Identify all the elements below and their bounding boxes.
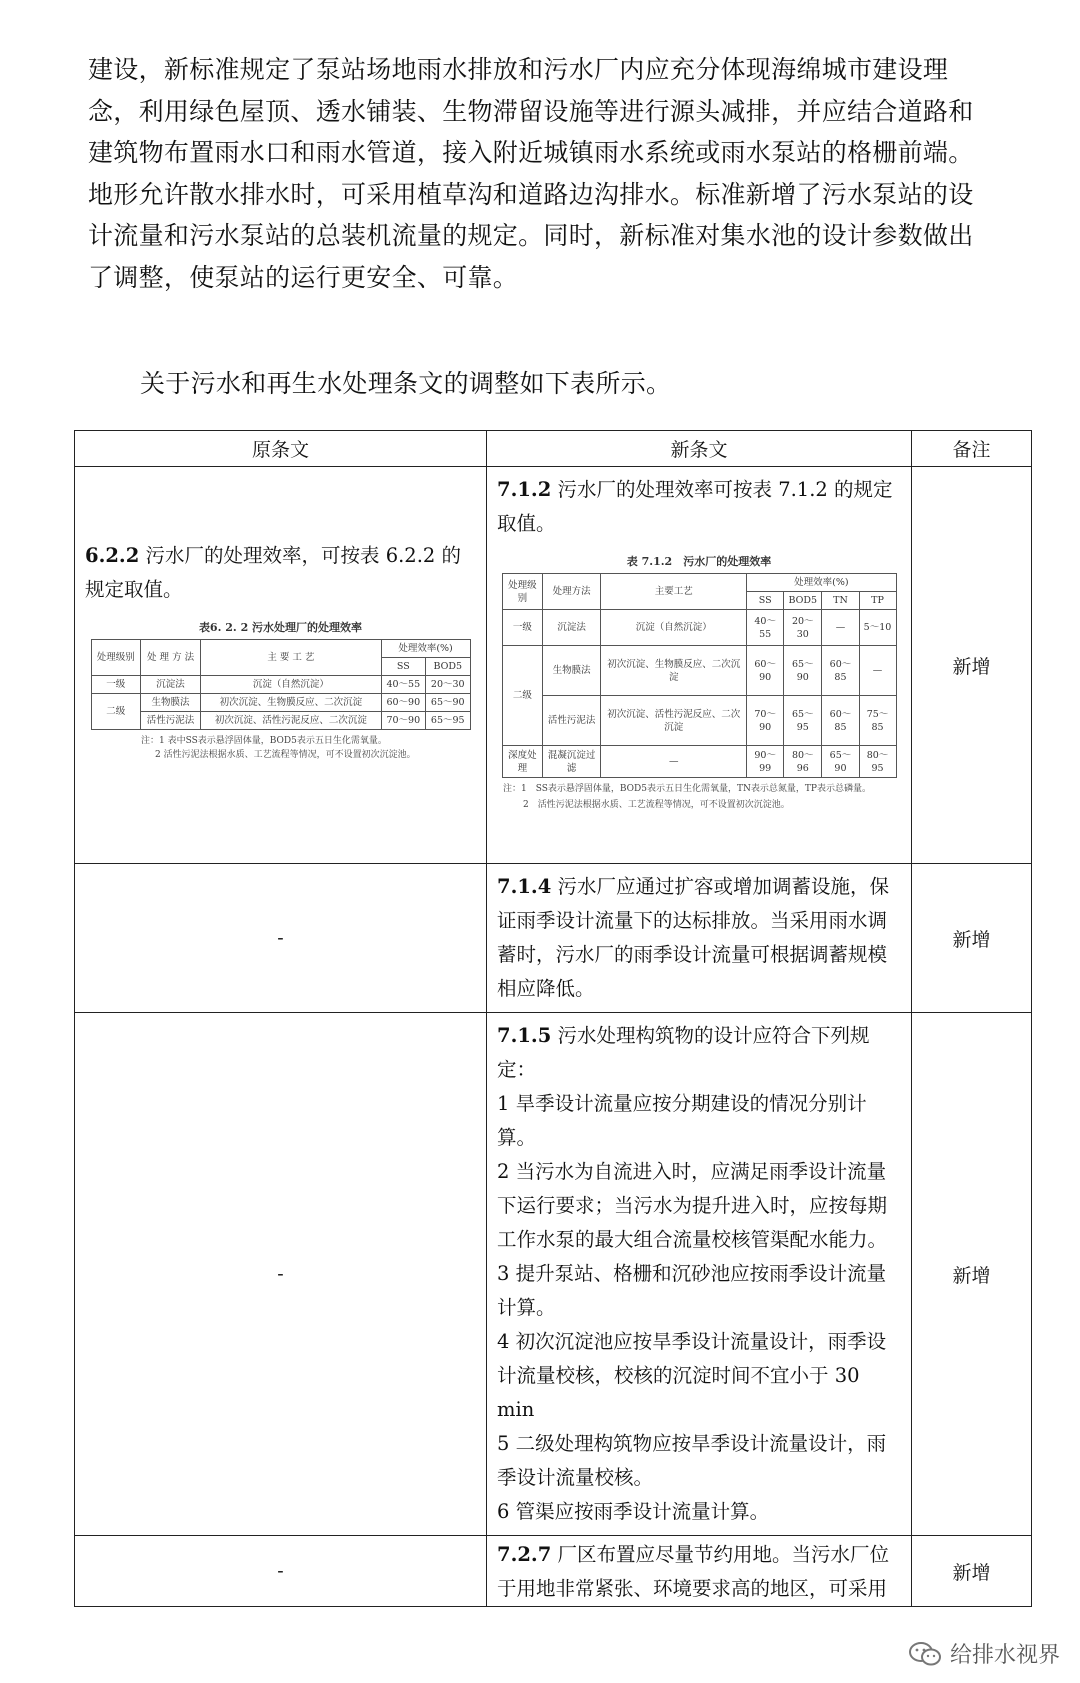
- intro-paragraph: [88, 49, 1028, 298]
- new-clause-cell: [487, 467, 912, 864]
- new-clause-cell: [487, 864, 912, 1013]
- scan-table-title: 表 7.1.2 污水厂的处理效率: [626, 555, 772, 568]
- scan-cell: 5～10: [859, 610, 896, 646]
- scan-cell: 主 要 工 艺: [201, 640, 381, 676]
- scan-cell: SS: [381, 658, 425, 676]
- paragraph-line: 念，利用绿色屋顶、透水铺装、生物滞留设施等进行源头减排，并应结合道路和: [88, 96, 974, 126]
- scan-cell: 65～90: [426, 694, 470, 712]
- old-clause-text: [75, 467, 486, 613]
- old-clause-cell: [75, 467, 487, 864]
- new-clause-text: [487, 1013, 911, 1535]
- wechat-icon: [908, 1641, 942, 1667]
- scan-cell: —: [601, 746, 747, 778]
- clause-item: 4 初次沉淀池应按旱季设计流量设计，雨季设计流量校核，校核的沉淀时间不宜小于 30 min: [497, 1330, 887, 1421]
- scan-cell: 80～95: [859, 746, 896, 778]
- paragraph-line: 地形允许散水排水时，可采用植草沟和道路边沟排水。标准新增了污水泵站的设: [88, 179, 974, 209]
- scan-cell: 60～85: [822, 696, 859, 746]
- scan-cell: 75～85: [859, 696, 896, 746]
- scan-cell: 40～55: [381, 676, 425, 694]
- new-clause-text: [487, 1536, 911, 1606]
- clause-item: 5 二级处理构筑物应按旱季设计流量设计，雨季设计流量校核。: [497, 1432, 887, 1489]
- scan-cell: BOD5: [426, 658, 470, 676]
- scan-cell: 一级: [91, 676, 140, 694]
- scan-cell: 沉淀（自然沉淀）: [201, 676, 381, 694]
- scan-table: [502, 573, 897, 778]
- scan-cell: 一级: [502, 610, 543, 646]
- scan-note: 注：1 表中SS表示悬浮固体量，BOD5表示五日生化需氧量。: [141, 736, 387, 746]
- scan-cell: 处 理 方 法: [140, 640, 200, 676]
- scan-table: [91, 639, 471, 730]
- scan-cell: 65～90: [822, 746, 859, 778]
- scan-cell: 初次沉淀、活性污泥反应、二次沉淀: [201, 712, 381, 730]
- table-row: [75, 1536, 1032, 1607]
- clause-text: 厂区布置应尽量节约用地。当污水厂位于用地非常紧张、环境要求高的地区，可采用: [497, 1543, 889, 1600]
- scan-cell: 80～96: [784, 746, 822, 778]
- note-cell: 新增: [912, 467, 1032, 864]
- scan-cell: 60～90: [747, 646, 784, 696]
- clause-number: 6.2.2: [85, 544, 140, 567]
- scan-cell: 处理效率(%): [747, 574, 896, 592]
- scan-cell: 主要工艺: [601, 574, 747, 610]
- scan-cell: 65～95: [426, 712, 470, 730]
- scan-cell: 65～95: [784, 696, 822, 746]
- scan-cell: —: [822, 610, 859, 646]
- scan-cell: 40～55: [747, 610, 784, 646]
- old-clause-empty: -: [75, 864, 487, 1013]
- new-efficiency-table-image: [493, 553, 905, 812]
- scan-cell: 65～90: [784, 646, 822, 696]
- scan-cell: 混凝沉淀过滤: [543, 746, 601, 778]
- scan-cell: 初次沉淀、活性污泥反应、二次沉淀: [601, 696, 747, 746]
- scan-cell: 生物膜法: [140, 694, 200, 712]
- comparison-table: [74, 430, 1032, 1607]
- old-clause-empty: -: [75, 1013, 487, 1536]
- note-cell: 新增: [912, 864, 1032, 1013]
- new-clause-cell: [487, 1013, 912, 1536]
- table-header-row: [75, 431, 1032, 467]
- clause-number: 7.1.4: [497, 875, 552, 898]
- new-clause-text: [487, 864, 911, 1012]
- paragraph-line: 建设，新标准规定了泵站场地雨水排放和污水厂内应充分体现海绵城市建设理: [88, 55, 949, 84]
- scan-cell: 沉淀法: [140, 676, 200, 694]
- clause-item: 2 当污水为自流进入时，应满足雨季设计流量下运行要求；当污水为提升进入时，应按每期工作水泵的最大组合流量校核管渠配水能力。: [497, 1160, 888, 1251]
- scan-note: 2 活性污泥法根据水质、工艺流程等情况，可不设置初次沉淀池。: [155, 750, 416, 760]
- clause-number: 7.1.2: [497, 478, 552, 501]
- scan-cell: 70～90: [747, 696, 784, 746]
- scan-cell: —: [859, 646, 896, 696]
- scan-cell: 处理级别: [91, 640, 140, 676]
- scan-cell: 活性污泥法: [140, 712, 200, 730]
- table-intro-paragraph: 关于污水和再生水处理条文的调整如下表所示。: [140, 369, 672, 398]
- footer-brand: 给排水视界: [949, 1643, 1060, 1668]
- new-clause-cell: [487, 1536, 912, 1607]
- scan-cell: 60～85: [822, 646, 859, 696]
- header-new: 新条文: [487, 431, 912, 467]
- scan-cell: 处理效率(%): [381, 640, 470, 658]
- clause-item: 3 提升泵站、格栅和沉砂池应按雨季设计流量计算。: [497, 1262, 887, 1319]
- clause-text: 污水厂的处理效率可按表 7.1.2 的规定取值。: [497, 478, 893, 535]
- scan-note: 注：1 SS表示悬浮固体量，BOD5表示五日生化需氧量，TN表示总氮量，TP表示总磷量。: [503, 784, 871, 794]
- scan-cell: 处理级别: [502, 574, 543, 610]
- paragraph-line: 了调整，使泵站的运行更安全、可靠。: [88, 262, 519, 292]
- scan-cell: TN: [822, 592, 859, 610]
- scan-table-title: 表6. 2. 2 污水处理厂的处理效率: [198, 621, 363, 634]
- paragraph-line: 计流量和污水泵站的总装机流量的规定。同时，新标准对集水池的设计参数做出: [88, 221, 974, 250]
- scan-cell: 处理方法: [543, 574, 601, 610]
- note-cell: 新增: [912, 1536, 1032, 1607]
- new-clause-text: [487, 467, 911, 547]
- scan-cell: 初次沉淀、生物膜反应、二次沉淀: [201, 694, 381, 712]
- scan-cell: 70～90: [381, 712, 425, 730]
- clause-text: 污水厂应通过扩容或增加调蓄设施，保证雨季设计流量下的达标排放。当采用雨水调蓄时，污水厂的雨季设计流量可根据调蓄规模相应降低。: [497, 875, 889, 1000]
- header-note: 备注: [912, 431, 1032, 467]
- clause-number: 7.2.7: [497, 1543, 552, 1566]
- clause-number: 7.1.5: [497, 1024, 552, 1047]
- scan-cell: 20～30: [426, 676, 470, 694]
- scan-cell: 60～90: [381, 694, 425, 712]
- scan-cell: 沉淀法: [543, 610, 601, 646]
- table-row: [75, 467, 1032, 864]
- scan-cell: 深度处理: [502, 746, 543, 778]
- table-row: [75, 864, 1032, 1013]
- paragraph-line: 建筑物布置雨水口和雨水管道，接入附近城镇雨水系统或雨水泵站的格栅前端。: [88, 138, 974, 167]
- scan-cell: TP: [859, 592, 896, 610]
- table-row: [75, 1013, 1032, 1536]
- old-efficiency-table-image: [81, 619, 480, 762]
- wechat-watermark: [908, 1638, 1060, 1669]
- clause-item: 6 管渠应按雨季设计流量计算。: [497, 1500, 770, 1523]
- scan-cell: SS: [747, 592, 784, 610]
- scan-cell: 活性污泥法: [543, 696, 601, 746]
- clause-text: 污水处理构筑物的设计应符合下列规定：: [497, 1024, 870, 1081]
- clause-text: 污水厂的处理效率，可按表 6.2.2 的规定取值。: [85, 544, 462, 601]
- scan-cell: 二级: [91, 694, 140, 730]
- scan-cell: 生物膜法: [543, 646, 601, 696]
- old-clause-empty: -: [75, 1536, 487, 1607]
- scan-note: 2 活性污泥法根据水质、工艺流程等情况，可不设置初次沉淀池。: [523, 800, 790, 810]
- clause-item: 1 旱季设计流量应按分期建设的情况分别计算。: [497, 1092, 867, 1149]
- scan-cell: 90～99: [747, 746, 784, 778]
- scan-cell: 初次沉淀、生物膜反应、二次沉淀: [601, 646, 747, 696]
- header-old: 原条文: [75, 431, 487, 467]
- scan-cell: 二级: [502, 646, 543, 746]
- scan-cell: 20～30: [784, 610, 822, 646]
- scan-cell: 沉淀（自然沉淀）: [601, 610, 747, 646]
- scan-cell: BOD5: [784, 592, 822, 610]
- note-cell: 新增: [912, 1013, 1032, 1536]
